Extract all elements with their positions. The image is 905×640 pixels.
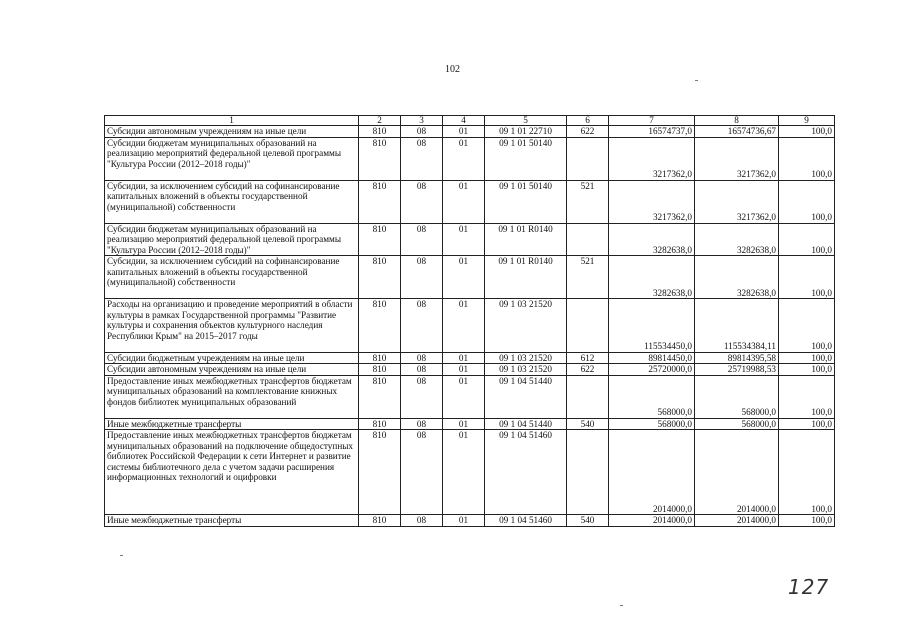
percent-cell: 100,0	[779, 126, 835, 138]
code-cell: 810	[359, 137, 401, 180]
table-header-row	[105, 116, 835, 126]
target-article-cell: 09 1 04 51460	[485, 515, 567, 527]
subsection-cell: 01	[443, 126, 485, 138]
planned-amount-cell: 568000,0	[609, 418, 695, 430]
table-row	[105, 256, 835, 299]
table-row	[105, 126, 835, 138]
header-cell: 7	[609, 116, 695, 126]
header-cell: 1	[105, 116, 359, 126]
handwritten-page-number: 127	[788, 575, 830, 599]
code-cell: 810	[359, 180, 401, 223]
expense-type-cell	[567, 299, 609, 353]
expense-type-cell: 622	[567, 126, 609, 138]
actual-amount-cell: 2014000,0	[695, 515, 779, 527]
percent-cell: 100,0	[779, 515, 835, 527]
expense-type-cell: 521	[567, 180, 609, 223]
actual-amount-cell: 2014000,0	[695, 430, 779, 515]
subsection-cell: 01	[443, 299, 485, 353]
description-cell: Субсидии автономным учреждениям на иные цели	[105, 364, 359, 376]
planned-amount-cell: 16574737,0	[609, 126, 695, 138]
subsection-cell: 01	[443, 256, 485, 299]
actual-amount-cell: 568000,0	[695, 418, 779, 430]
header-cell: 8	[695, 116, 779, 126]
target-article-cell: 09 1 01 22710	[485, 126, 567, 138]
description-cell: Предоставление иных межбюджетных трансфертов бюджетам муниципальных образований на подключение общедоступных библиотек Российской Федерации к сети Интернет и развитие системы библиотечного дела с учетом задачи расширения информационных технологий и оцифровки	[105, 430, 359, 515]
target-article-cell: 09 1 01 R0140	[485, 256, 567, 299]
target-article-cell: 09 1 03 21520	[485, 352, 567, 364]
code-cell: 810	[359, 299, 401, 353]
description-cell: Субсидии бюджетным учреждениям на иные цели	[105, 352, 359, 364]
expense-type-cell	[567, 223, 609, 256]
actual-amount-cell: 115534384,11	[695, 299, 779, 353]
description-cell: Субсидии бюджетам муниципальных образований на реализацию мероприятий федеральной целевой программы "Культура России (2012–2018 годы)"	[105, 137, 359, 180]
planned-amount-cell: 89814450,0	[609, 352, 695, 364]
header-cell: 2	[359, 116, 401, 126]
subsection-cell: 01	[443, 223, 485, 256]
code-cell: 810	[359, 352, 401, 364]
actual-amount-cell: 3282638,0	[695, 223, 779, 256]
section-cell: 08	[401, 180, 443, 223]
section-cell: 08	[401, 364, 443, 376]
code-cell: 810	[359, 256, 401, 299]
description-cell: Субсидии, за исключением субсидий на софинансирование капитальных вложений в объекты государственной (муниципальной) собственности	[105, 256, 359, 299]
expense-type-cell	[567, 375, 609, 418]
section-cell: 08	[401, 418, 443, 430]
expense-type-cell: 612	[567, 352, 609, 364]
section-cell: 08	[401, 352, 443, 364]
expense-type-cell	[567, 430, 609, 515]
header-cell: 6	[567, 116, 609, 126]
code-cell: 810	[359, 375, 401, 418]
expense-type-cell: 521	[567, 256, 609, 299]
description-cell: Субсидии, за исключением субсидий на софинансирование капитальных вложений в объекты государственной (муниципальной) собственности	[105, 180, 359, 223]
percent-cell: 100,0	[779, 256, 835, 299]
target-article-cell: 09 1 01 50140	[485, 137, 567, 180]
section-cell: 08	[401, 223, 443, 256]
section-cell: 08	[401, 430, 443, 515]
table-row	[105, 375, 835, 418]
description-cell: Расходы на организацию и проведение мероприятий в области культуры в рамках Государственной программы "Развитие культуры и сохранения объектов культурного наследия Республики Крым" на 2015–2017 годы	[105, 299, 359, 353]
scan-speck	[620, 605, 623, 606]
target-article-cell: 09 1 03 21520	[485, 364, 567, 376]
table-row	[105, 299, 835, 353]
subsection-cell: 01	[443, 375, 485, 418]
section-cell: 08	[401, 126, 443, 138]
percent-cell: 100,0	[779, 180, 835, 223]
subsection-cell: 01	[443, 515, 485, 527]
code-cell: 810	[359, 126, 401, 138]
code-cell: 810	[359, 515, 401, 527]
header-cell: 9	[779, 116, 835, 126]
planned-amount-cell: 3217362,0	[609, 137, 695, 180]
scan-speck	[695, 80, 698, 81]
code-cell: 810	[359, 430, 401, 515]
planned-amount-cell: 2014000,0	[609, 515, 695, 527]
subsection-cell: 01	[443, 180, 485, 223]
percent-cell: 100,0	[779, 352, 835, 364]
planned-amount-cell: 3217362,0	[609, 180, 695, 223]
subsection-cell: 01	[443, 352, 485, 364]
actual-amount-cell: 3217362,0	[695, 137, 779, 180]
expense-type-cell: 622	[567, 364, 609, 376]
planned-amount-cell: 568000,0	[609, 375, 695, 418]
description-cell: Иные межбюджетные трансферты	[105, 515, 359, 527]
planned-amount-cell: 115534450,0	[609, 299, 695, 353]
subsection-cell: 01	[443, 430, 485, 515]
actual-amount-cell: 3282638,0	[695, 256, 779, 299]
target-article-cell: 09 1 04 51460	[485, 430, 567, 515]
expense-type-cell	[567, 137, 609, 180]
percent-cell: 100,0	[779, 430, 835, 515]
actual-amount-cell: 568000,0	[695, 375, 779, 418]
planned-amount-cell: 25720000,0	[609, 364, 695, 376]
section-cell: 08	[401, 375, 443, 418]
section-cell: 08	[401, 256, 443, 299]
section-cell: 08	[401, 137, 443, 180]
percent-cell: 100,0	[779, 418, 835, 430]
description-cell: Субсидии автономным учреждениям на иные цели	[105, 126, 359, 138]
description-cell: Субсидии бюджетам муниципальных образований на реализацию мероприятий федеральной целевой программы "Культура России (2012–2018 годы)"	[105, 223, 359, 256]
planned-amount-cell: 3282638,0	[609, 223, 695, 256]
percent-cell: 100,0	[779, 364, 835, 376]
section-cell: 08	[401, 299, 443, 353]
code-cell: 810	[359, 223, 401, 256]
target-article-cell: 09 1 01 50140	[485, 180, 567, 223]
scan-speck	[120, 555, 123, 556]
description-cell: Иные межбюджетные трансферты	[105, 418, 359, 430]
code-cell: 810	[359, 418, 401, 430]
header-cell: 4	[443, 116, 485, 126]
expense-type-cell: 540	[567, 418, 609, 430]
percent-cell: 100,0	[779, 137, 835, 180]
section-cell: 08	[401, 515, 443, 527]
table-row	[105, 430, 835, 515]
subsection-cell: 01	[443, 137, 485, 180]
actual-amount-cell: 3217362,0	[695, 180, 779, 223]
table-row	[105, 515, 835, 527]
table-row	[105, 180, 835, 223]
code-cell: 810	[359, 364, 401, 376]
table-row	[105, 364, 835, 376]
budget-table	[104, 115, 835, 527]
actual-amount-cell: 16574736,67	[695, 126, 779, 138]
actual-amount-cell: 89814395,58	[695, 352, 779, 364]
actual-amount-cell: 25719988,53	[695, 364, 779, 376]
header-cell: 3	[401, 116, 443, 126]
target-article-cell: 09 1 03 21520	[485, 299, 567, 353]
target-article-cell: 09 1 04 51440	[485, 375, 567, 418]
table-row	[105, 418, 835, 430]
target-article-cell: 09 1 04 51440	[485, 418, 567, 430]
planned-amount-cell: 2014000,0	[609, 430, 695, 515]
percent-cell: 100,0	[779, 223, 835, 256]
planned-amount-cell: 3282638,0	[609, 256, 695, 299]
target-article-cell: 09 1 01 R0140	[485, 223, 567, 256]
header-cell: 5	[485, 116, 567, 126]
description-cell: Предоставление иных межбюджетных трансфертов бюджетам муниципальных образований на комплектование книжных фондов библиотек муниципальных образований	[105, 375, 359, 418]
subsection-cell: 01	[443, 364, 485, 376]
table-row	[105, 352, 835, 364]
page-number: 102	[445, 64, 460, 75]
subsection-cell: 01	[443, 418, 485, 430]
percent-cell: 100,0	[779, 375, 835, 418]
expense-type-cell: 540	[567, 515, 609, 527]
percent-cell: 100,0	[779, 299, 835, 353]
table-row	[105, 223, 835, 256]
table-row	[105, 137, 835, 180]
